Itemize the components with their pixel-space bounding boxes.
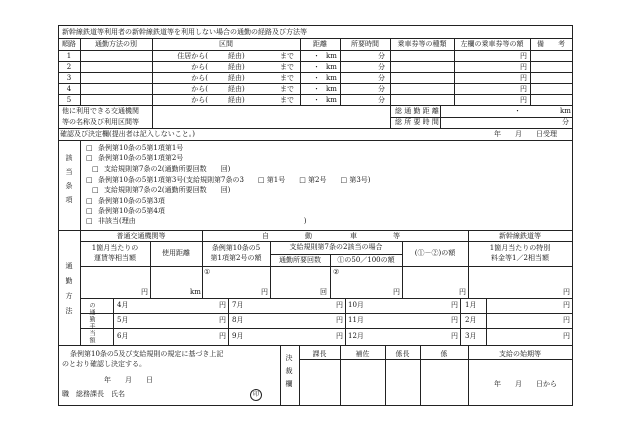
special-fee-label-2: 料金等1／2相当額 xyxy=(491,254,549,262)
role-staff: 係 xyxy=(440,350,448,358)
route-line xyxy=(58,105,573,106)
total-distance-unit: km xyxy=(560,107,571,115)
month-label: 9月 xyxy=(232,332,244,340)
decision-text-2: のとおり確認し決定する。 xyxy=(62,360,146,368)
commute-line xyxy=(80,266,573,267)
decision-date: 年 月 日 xyxy=(104,376,153,384)
shinkansen-header: 新幹線鉄道等 xyxy=(499,232,541,240)
route-row-via: 経由) xyxy=(228,63,245,71)
yen-unit: 円 xyxy=(336,301,343,309)
route-row-from: から( xyxy=(191,96,208,104)
car-header-2: 動 xyxy=(305,232,312,240)
receipt-date: 年 月 日受理 xyxy=(494,130,557,138)
yen-unit: 円 xyxy=(563,301,570,309)
yen-unit: 円 xyxy=(393,288,400,296)
route-vline xyxy=(152,105,153,128)
car-header-3: 車 xyxy=(350,232,357,240)
half-amount-label: ①の50／100の額 xyxy=(337,256,395,264)
route-line xyxy=(58,61,573,62)
route-line xyxy=(58,128,573,129)
route-row-no: 1 xyxy=(66,52,72,60)
month-label: 4月 xyxy=(117,301,129,309)
circle-1-mark: ① xyxy=(204,268,211,276)
commute-line xyxy=(270,254,402,255)
total-time-label: 総 所 要 時 間 xyxy=(395,118,439,126)
bottom-vline xyxy=(280,345,281,405)
commute-line xyxy=(80,241,573,242)
commute-allowance-label: の通勤手当額 xyxy=(88,302,95,344)
route-row-via: 経由) xyxy=(228,85,245,93)
yen-unit: 円 xyxy=(336,316,343,324)
commute-line xyxy=(80,328,573,329)
route-row-km: km xyxy=(326,63,337,71)
role-assistant: 補佐 xyxy=(355,350,370,358)
yen-unit: 円 xyxy=(451,332,458,340)
clause-checkbox[interactable]: □ xyxy=(86,197,93,205)
header-method: 通勤方法の別 xyxy=(95,40,137,48)
yen-unit: 円 xyxy=(219,316,226,324)
route-line xyxy=(58,38,573,39)
route-row-via: 経由) xyxy=(228,96,245,104)
route-row-min: 分 xyxy=(378,63,385,71)
header-remarks: 備 考 xyxy=(537,40,565,48)
clause-checkbox[interactable]: □ xyxy=(86,217,93,225)
bottom-line xyxy=(299,359,573,360)
difference-amount-label: (①－②)の額 xyxy=(414,249,456,257)
month-vline xyxy=(345,298,346,345)
use-distance-label: 使用距離 xyxy=(162,249,190,257)
route-row-to: まで xyxy=(280,74,294,82)
form-title: 新幹線鉄道等利用者の新幹線鉄道等を利用しない場合の通勤の経路及び方法等 xyxy=(62,28,307,36)
rule-7-2-label: 支給規則第7条の2該当の場合 xyxy=(289,243,383,251)
month-label: 8月 xyxy=(232,316,244,324)
route-row-km: km xyxy=(326,85,337,93)
clause-item: 非該当(理由 ) xyxy=(98,217,307,225)
decision-column-label: 決裁欄 xyxy=(285,354,293,393)
payment-start-label: 支給の始期等 xyxy=(499,350,541,358)
commute-line xyxy=(80,313,573,314)
month-label: 1月 xyxy=(465,301,477,309)
other-transport-label-1: 他に利用できる交通機関 xyxy=(62,107,139,115)
clause-checkbox[interactable]: □ xyxy=(86,144,93,152)
month-label: 11月 xyxy=(348,316,364,324)
other-transport-label-2: 等の名称及び利用区間等 xyxy=(62,118,139,126)
confirm-vline xyxy=(80,140,81,230)
commute-line xyxy=(80,298,573,299)
clause-checkbox[interactable]: □ xyxy=(92,186,99,194)
route-row-dot: ・ xyxy=(313,96,320,104)
yen-unit: 円 xyxy=(451,301,458,309)
header-ticket-type: 乗車券等の種類 xyxy=(397,40,447,48)
signer-label: 職 総務課長 氏名 xyxy=(62,390,125,398)
applicable-clause-label: 該当条項 xyxy=(65,154,73,210)
route-row-to: まで xyxy=(280,52,294,60)
total-distance-label: 総 通 勤 距 離 xyxy=(395,107,439,115)
total-distance-dot: ・ xyxy=(514,107,521,115)
clause-item: 条例第10条の5第3項 xyxy=(98,197,165,205)
header-time: 所要時間 xyxy=(351,40,379,48)
clause-item: 支給規則第7条の2(通勤所要回数 回) xyxy=(104,186,231,194)
confirm-bottom-line xyxy=(58,230,573,231)
yen-unit: 円 xyxy=(336,332,343,340)
route-row-yen: 円 xyxy=(520,74,527,82)
month-label: 3月 xyxy=(465,332,477,340)
circle-2-mark: ② xyxy=(333,268,340,276)
month-label: 7月 xyxy=(232,301,244,309)
yen-unit: 円 xyxy=(459,288,466,296)
clause-checkbox[interactable]: □ xyxy=(86,207,93,215)
route-row-yen: 円 xyxy=(520,52,527,60)
route-row-to: まで xyxy=(280,63,294,71)
route-line xyxy=(58,83,573,84)
yen-unit: 円 xyxy=(261,288,268,296)
yen-unit: 円 xyxy=(563,288,570,296)
route-row-to: まで xyxy=(280,85,294,93)
route-line xyxy=(58,72,573,73)
yen-unit: 円 xyxy=(219,332,226,340)
route-row-no: 4 xyxy=(66,85,72,93)
route-vline xyxy=(440,105,441,128)
route-row-dot: ・ xyxy=(313,85,320,93)
route-row-no: 3 xyxy=(66,74,72,82)
route-row-yen: 円 xyxy=(520,85,527,93)
month-label: 10月 xyxy=(348,301,364,309)
seal-mark: 印 xyxy=(250,389,262,401)
yen-unit: 円 xyxy=(141,288,148,296)
route-row-min: 分 xyxy=(378,85,385,93)
route-vline xyxy=(390,38,391,128)
month-vline xyxy=(460,298,461,345)
month-vline xyxy=(228,298,229,345)
confirm-header: 確認及び決定欄(提出者は記入しないこと。) xyxy=(60,130,195,138)
route-row-from: から( xyxy=(191,85,208,93)
route-row-from: から( xyxy=(191,74,208,82)
commute-vline xyxy=(202,230,203,298)
role-subsection-chief: 係長 xyxy=(395,350,410,358)
route-row-from: 住居から( xyxy=(177,52,208,60)
monthly-fare-label-2: 運賃等相当額 xyxy=(94,254,136,262)
ordinary-transport-header: 普通交通機関等 xyxy=(116,232,166,240)
month-label: 2月 xyxy=(465,316,477,324)
role-section-chief: 課長 xyxy=(312,350,327,358)
route-row-km: km xyxy=(326,74,337,82)
route-row-dot: ・ xyxy=(313,63,320,71)
route-row-km: km xyxy=(326,96,337,104)
route-row-dot: ・ xyxy=(313,52,320,60)
route-row-dot: ・ xyxy=(313,74,320,82)
month-label: 5月 xyxy=(117,316,129,324)
commute-method-label: 通勤方法 xyxy=(65,262,73,322)
monthly-fare-label-1: 1箇月当たりの xyxy=(91,244,139,252)
header-distance: 距離 xyxy=(313,40,327,48)
commute-bottom-line xyxy=(58,345,573,346)
outer-top-line xyxy=(58,25,573,26)
outer-bottom-line xyxy=(58,405,573,406)
car-header-4: 等 xyxy=(393,232,400,240)
route-row-no: 5 xyxy=(66,96,72,104)
yen-unit: 円 xyxy=(219,301,226,309)
km-unit: km xyxy=(190,288,201,296)
article-amount-label-1: 条例第10条の5 xyxy=(211,244,261,252)
yen-unit: 円 xyxy=(563,332,570,340)
route-row-yen: 円 xyxy=(520,63,527,71)
clause-checkbox[interactable]: □ xyxy=(86,154,93,162)
month-vline xyxy=(486,298,487,345)
route-line xyxy=(58,50,573,51)
month-label: 6月 xyxy=(117,332,129,340)
clause-checkbox[interactable]: □ xyxy=(92,165,99,173)
times-unit: 回 xyxy=(320,288,327,296)
car-header-1: 自 xyxy=(262,232,269,240)
total-time-unit: 分 xyxy=(562,118,569,126)
route-row-min: 分 xyxy=(378,96,385,104)
decision-text-1: 条例第10条の5及び支給規則の規定に基づき上記 xyxy=(70,350,224,358)
route-line xyxy=(58,140,573,141)
clause-item: 条例第10条の5第4項 xyxy=(98,207,165,215)
outer-right-line xyxy=(572,25,573,405)
route-row-to: まで xyxy=(280,96,294,104)
route-row-yen: 円 xyxy=(520,96,527,104)
month-label: 12月 xyxy=(348,332,364,340)
commute-count-label: 通勤所要回数 xyxy=(279,256,321,264)
route-line xyxy=(58,94,573,95)
clause-item: 条例第10条の5第1項第3号(支給規則第7条の3 □ 第1号 □ 第2号 □ 第3号) xyxy=(98,176,371,184)
payment-start-date: 年 月 日から xyxy=(494,380,557,388)
clause-item: 支給規則第7条の2(通勤所要回数 回) xyxy=(104,165,231,173)
route-row-km: km xyxy=(326,52,337,60)
clause-item: 条例第10条の5第1項第2号 xyxy=(98,154,184,162)
route-row-via: 経由) xyxy=(228,52,245,60)
yen-unit: 円 xyxy=(563,316,570,324)
route-row-from: から( xyxy=(191,63,208,71)
route-row-via: 経由) xyxy=(228,74,245,82)
header-ticket-amount: 左欄の乗車券等の額 xyxy=(460,40,524,48)
yen-unit: 円 xyxy=(451,316,458,324)
header-order: 順路 xyxy=(62,40,76,48)
clause-checkbox[interactable]: □ xyxy=(86,176,93,184)
clause-item: 条例第10条の5第1項第1号 xyxy=(98,144,184,152)
route-row-min: 分 xyxy=(378,74,385,82)
special-fee-label-1: 1箇月当たりの特別 xyxy=(489,244,551,252)
route-row-min: 分 xyxy=(378,52,385,60)
route-row-no: 2 xyxy=(66,63,72,71)
header-section: 区間 xyxy=(219,40,233,48)
month-vline xyxy=(113,298,114,345)
article-amount-label-2: 第1項第2号の額 xyxy=(210,254,262,262)
